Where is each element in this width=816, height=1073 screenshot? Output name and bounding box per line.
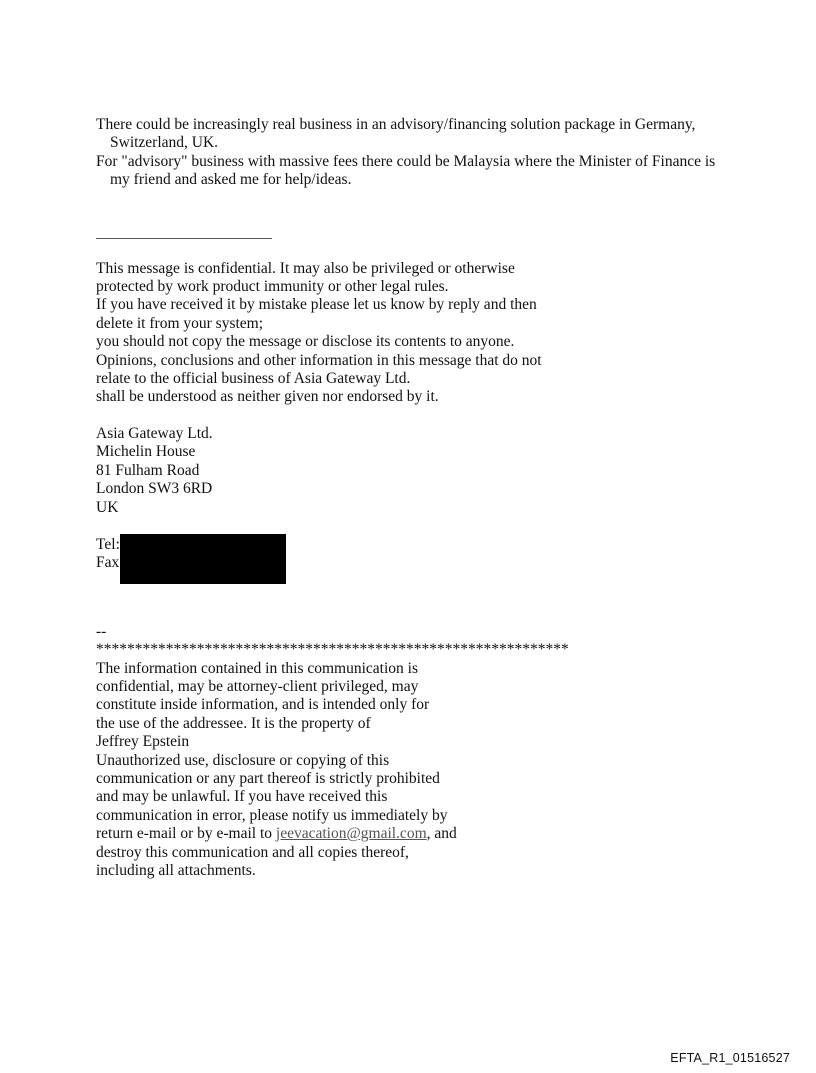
confidentiality-notice	[96, 260, 736, 407]
message-paragraph: There could be increasingly real business in an advisory/financing solution package in Germany, Switzerland, UK.	[96, 116, 696, 152]
message-section	[96, 116, 736, 190]
email-prefix: return e-mail or by e-mail to	[96, 825, 276, 843]
message-paragraph: For "advisory" business with massive fees there could be Malaysia where the Minister of Finance is my friend and asked me for help/ideas.	[96, 152, 716, 189]
document-body	[96, 116, 736, 880]
disclaimer-line: constitute inside information, and is intended only for	[96, 696, 430, 714]
document-id: EFTA_R1_01516527	[670, 1051, 790, 1065]
notice-line: protected by work product immunity or other legal rules.	[96, 278, 449, 296]
email-suffix: , and	[426, 825, 457, 843]
disclaimer-line: Jeffrey Epstein	[96, 733, 190, 751]
disclaimer-line: communication in error, please notify us immediately by	[96, 806, 448, 824]
notice-line: delete it from your system;	[96, 314, 264, 332]
notice-line: relate to the official business of Asia Gateway Ltd.	[96, 370, 411, 388]
notice-line: If you have received it by mistake please let us know by reply and then	[96, 296, 537, 314]
redaction-box	[120, 534, 286, 584]
separator-stars: *************************************************************	[96, 641, 569, 659]
address-line: 81 Fulham Road	[96, 461, 200, 479]
disclaimer-line: communication or any part thereof is strictly prohibited	[96, 769, 440, 787]
notice-line: you should not copy the message or disclose its contents to anyone.	[96, 333, 515, 351]
notice-line: Opinions, conclusions and other information in this message that do not	[96, 351, 542, 369]
address-line: Asia Gateway Ltd.	[96, 424, 213, 442]
disclaimer-line: The information contained in this communication is	[96, 659, 418, 677]
notice-line: shall be understood as neither given nor endorsed by it.	[96, 388, 439, 406]
disclaimer-email-line	[96, 825, 736, 843]
company-address	[96, 425, 736, 517]
disclaimer-line: the use of the addressee. It is the property of	[96, 714, 371, 732]
disclaimer-line: Unauthorized use, disclosure or copying of this	[96, 751, 390, 769]
disclaimer-line: destroy this communication and all copies thereof,	[96, 843, 409, 861]
legal-disclaimer	[96, 660, 736, 881]
address-line: UK	[96, 498, 119, 516]
disclaimer-line: and may be unlawful. If you have received this	[96, 788, 388, 806]
notice-line: This message is confidential. It may also be privileged or otherwise	[96, 259, 515, 277]
address-line: Michelin House	[96, 443, 196, 461]
tel-label: Tel:	[96, 535, 120, 553]
fax-label: Fax	[96, 554, 120, 572]
disclaimer-line: including all attachments.	[96, 861, 256, 879]
address-line: London SW3 6RD	[96, 480, 213, 498]
separator-dashes: --	[96, 622, 107, 640]
separator	[96, 623, 736, 660]
email-link[interactable]: jeevacation@gmail.com	[275, 825, 427, 843]
disclaimer-line: confidential, may be attorney-client privileged, may	[96, 677, 419, 695]
